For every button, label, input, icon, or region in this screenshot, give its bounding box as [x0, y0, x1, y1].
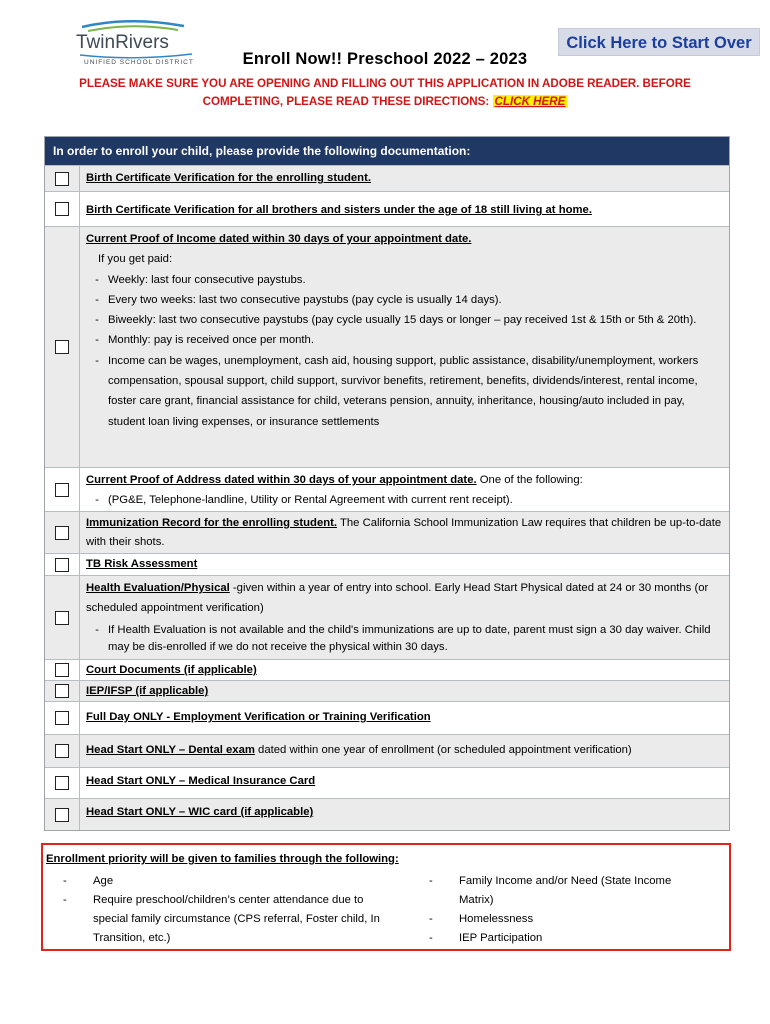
enrollment-priority-box	[41, 843, 731, 951]
checklist-row-birth-cert-student	[45, 165, 729, 191]
list-item: - Income can be wages, unemployment, cash aid, housing support, public assistance, disability/unemployment, workers compensation, spousal support, child support, survivor benefits, retirement, benefits, dividends/interest, rental income, foster care grant, financial assistance for child, veterans pension, annuity, inheritance, housing/auto included in pay, student loan living expenses, or insurance settlements	[95, 354, 699, 428]
checkbox-court-documents[interactable]	[55, 663, 69, 677]
checklist-row-iep-ifsp	[45, 680, 729, 701]
checklist-row-medical-insurance	[45, 767, 729, 798]
row-label: Court Documents (if applicable)	[86, 664, 257, 676]
checkbox-birth-cert-siblings[interactable]	[55, 202, 69, 216]
checkbox-medical-insurance[interactable]	[55, 776, 69, 790]
row-label: Full Day ONLY - Employment Verification or Training Verification	[86, 711, 431, 723]
checkbox-wic-card[interactable]	[55, 808, 69, 822]
checklist-row-health-evaluation	[45, 575, 729, 659]
logo-wordmark: TwinRivers	[76, 32, 169, 53]
list-item: - If Health Evaluation is not available and the child's immunizations are up to date, parent must sign a 30 day waiver. Child may be dis-enrolled if we do not receive the physical within 30 days.	[95, 623, 711, 653]
row-label: Head Start ONLY – Dental exam	[86, 744, 255, 756]
start-over-button[interactable]: Click Here to Start Over	[558, 28, 760, 56]
checkbox-iep-ifsp[interactable]	[55, 684, 69, 698]
row-detail: -given within a year of entry into school. Early Head Start Physical dated at 24 or 30 months (or scheduled appointment verification)	[86, 582, 709, 615]
list-item: - IEP Participation	[429, 932, 543, 944]
list-item: - (PG&E, Telephone-landline, Utility or Rental Agreement with current rent receipt).	[95, 494, 513, 507]
checklist-row-proof-of-address	[45, 467, 729, 511]
page-title: Enroll Now!! Preschool 2022 – 2023	[242, 50, 528, 68]
checklist-row-court-documents	[45, 659, 729, 680]
priority-list-right	[429, 872, 719, 948]
row-label: IEP/IFSP (if applicable)	[86, 685, 209, 697]
list-item: - Monthly: pay is received once per month.	[95, 334, 314, 347]
row-label: Head Start ONLY – Medical Insurance Card	[86, 775, 316, 787]
row-label: Immunization Record for the enrolling student.	[86, 517, 338, 529]
checkbox-proof-of-income[interactable]	[55, 340, 69, 354]
row-label: Head Start ONLY – WIC card (if applicable)	[86, 806, 314, 818]
list-item: - Every two weeks: last two consecutive paystubs (pay cycle is usually 14 days).	[95, 293, 502, 306]
list-item: - Homelessness	[429, 913, 534, 925]
checklist-row-tb-risk	[45, 553, 729, 575]
row-label: Birth Certificate Verification for all brothers and sisters under the age of 18 still living at home.	[86, 204, 592, 216]
adobe-warning	[40, 75, 730, 111]
checkbox-proof-of-address[interactable]	[55, 483, 69, 497]
logo-subtitle: UNIFIED SCHOOL DISTRICT	[84, 59, 194, 66]
checklist-row-wic-card	[45, 798, 729, 830]
checkbox-tb-risk[interactable]	[55, 558, 69, 572]
row-label: Health Evaluation/Physical	[86, 582, 230, 594]
list-item: - Family Income and/or Need (State Income Matrix)	[429, 875, 672, 906]
checklist-heading: In order to enroll your child, please provide the following documentation:	[45, 137, 729, 165]
adobe-warning-text: PLEASE MAKE SURE YOU ARE OPENING AND FILLING OUT THIS APPLICATION IN ADOBE READER. BEFORE COMPLETING, PLEASE READ THESE DIRECTIONS:	[79, 77, 691, 108]
checklist-row-immunization	[45, 511, 729, 553]
checkbox-immunization[interactable]	[55, 526, 69, 540]
documentation-checklist	[44, 136, 730, 831]
row-detail: dated within one year of enrollment (or scheduled appointment verification)	[254, 744, 632, 756]
list-item: - Weekly: last four consecutive paystubs.	[95, 273, 306, 286]
row-label: Current Proof of Income dated within 30 days of your appointment date.	[86, 233, 472, 245]
priority-title: Enrollment priority will be given to families through the following:	[46, 853, 399, 865]
row-label: TB Risk Assessment	[86, 558, 198, 570]
checklist-row-birth-cert-siblings	[45, 191, 729, 226]
list-item: - Biweekly: last two consecutive paystubs (pay cycle usually 15 days or longer – pay received 1st & 15th or 5th & 20th).	[95, 314, 697, 327]
checkbox-dental-exam[interactable]	[55, 744, 69, 758]
directions-link[interactable]: CLICK HERE	[494, 95, 566, 108]
checkbox-health-evaluation[interactable]	[55, 611, 69, 625]
row-detail: One of the following:	[476, 474, 583, 486]
income-intro: If you get paid:	[98, 253, 173, 266]
row-label: Current Proof of Address dated within 30 days of your appointment date.	[86, 474, 477, 486]
list-item: - Require preschool/children’s center attendance due to special family circumstance (CPS referral, Foster child, In Transition, etc.)	[63, 894, 380, 944]
list-item: - Age	[63, 875, 114, 887]
checklist-row-proof-of-income	[45, 226, 729, 467]
priority-list-left	[63, 872, 403, 948]
checkbox-employment-verification[interactable]	[55, 711, 69, 725]
row-label: Birth Certificate Verification for the enrolling student.	[86, 172, 371, 184]
row-detail: The California School Immunization Law requires that children be up-to-date with their shots.	[86, 517, 722, 548]
checklist-row-dental-exam	[45, 734, 729, 767]
checklist-row-employment-verification	[45, 701, 729, 734]
checkbox-birth-cert-student[interactable]	[55, 172, 69, 186]
